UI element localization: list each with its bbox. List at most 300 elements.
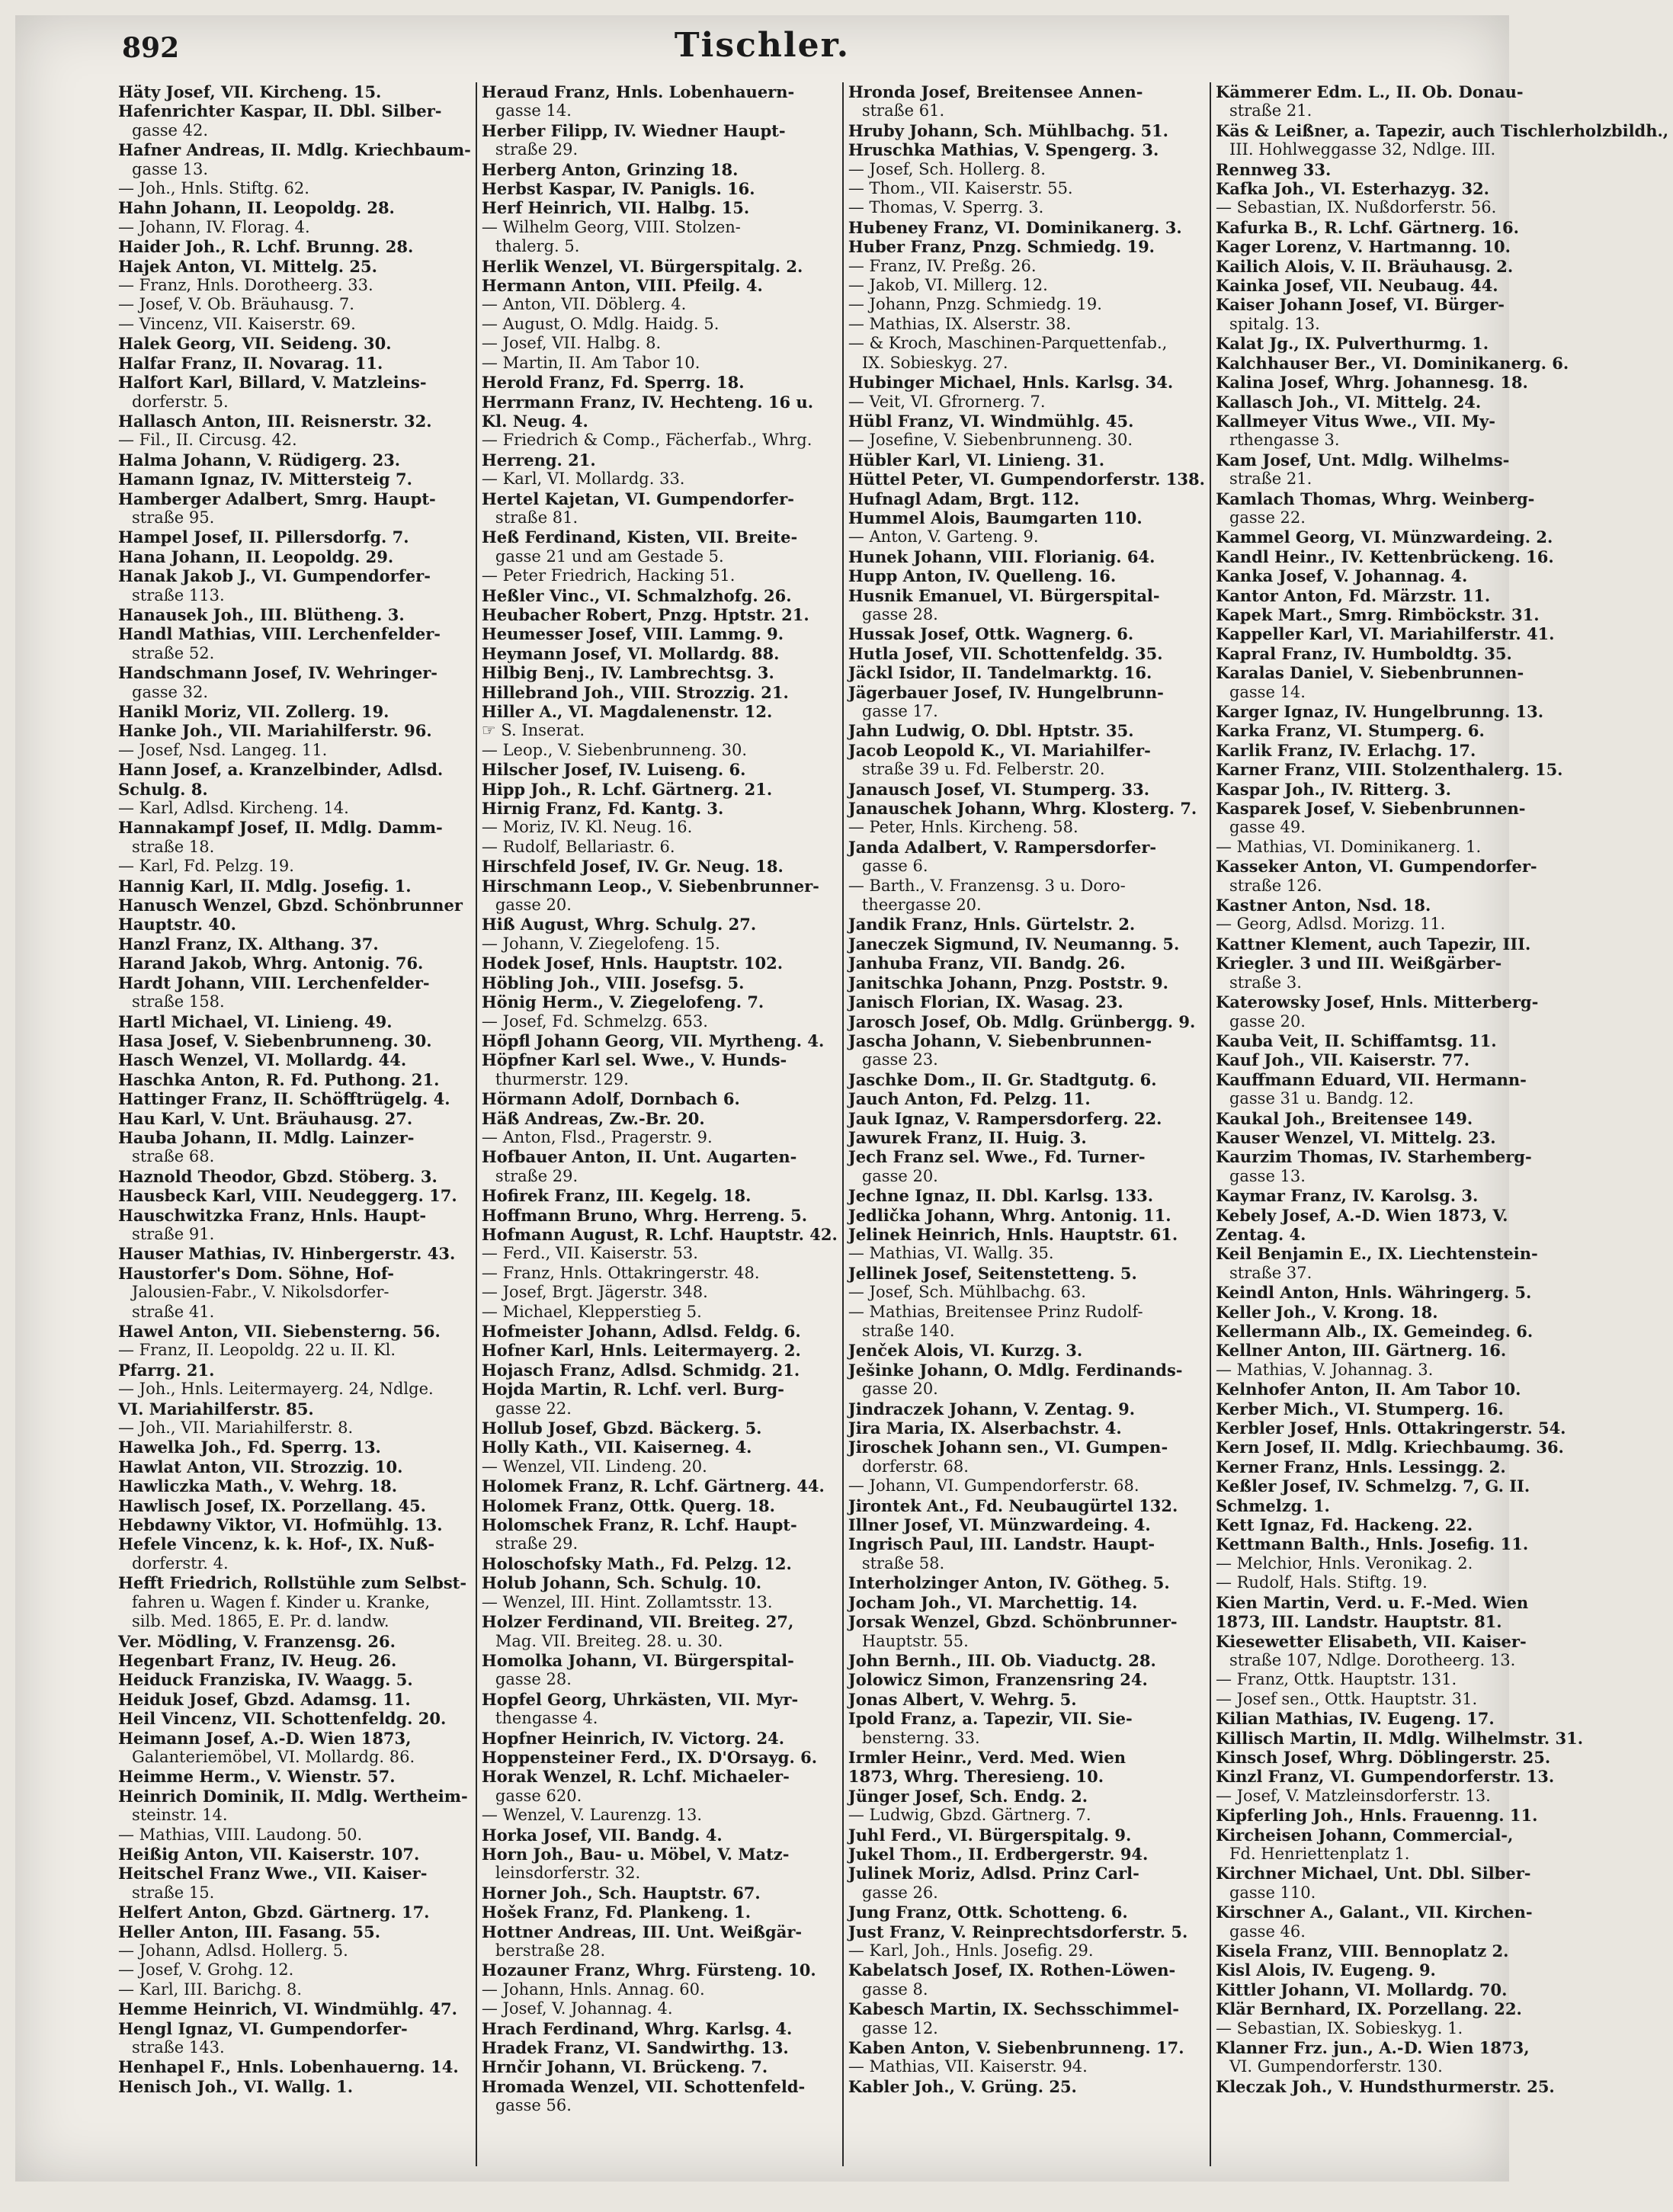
directory-entry-continuation: gasse 20.	[495, 896, 572, 915]
directory-entry-continuation: straße 81.	[495, 508, 578, 527]
directory-entry: Heil Vincenz, VII. Schottenfeldg. 20.	[118, 1709, 447, 1729]
directory-entry-continuation: dorferstr. 5.	[132, 392, 229, 411]
directory-entry: — Fil., II. Circusg. 42.	[118, 431, 297, 450]
directory-entry: Kalat Jg., IX. Pulverthurmg. 1.	[1215, 334, 1489, 354]
directory-entry: Kamlach Thomas, Whrg. Weinberg-	[1215, 489, 1535, 508]
directory-entry: Hofirek Franz, III. Kegelg. 18.	[481, 1186, 752, 1206]
directory-entry: Juhl Ferd., VI. Bürgerspitalg. 9.	[848, 1825, 1132, 1845]
directory-entry: — Joh., Hnls. Stiftg. 62.	[118, 179, 309, 198]
directory-entry: Jawurek Franz, II. Huig. 3.	[848, 1127, 1087, 1147]
directory-entry: — Sebastian, IX. Sobieskyg. 1.	[1215, 2018, 1463, 2037]
directory-entry: Hoffmann Bruno, Whrg. Herreng. 5.	[481, 1205, 808, 1225]
directory-entry: — Joh., VII. Mariahilferstr. 8.	[118, 1419, 354, 1438]
directory-entry: Schmelzg. 1.	[1215, 1496, 1330, 1515]
directory-entry-continuation: theergasse 20.	[861, 896, 982, 915]
directory-entry: Kanka Josef, V. Johannag. 4.	[1215, 566, 1468, 586]
directory-entry: — Franz, Hnls. Dorotheerg. 33.	[118, 276, 373, 295]
directory-entry: — August, O. Mdlg. Haidg. 5.	[481, 314, 720, 333]
directory-entry: — Franz, Hnls. Ottakringerstr. 48.	[481, 1263, 760, 1282]
directory-entry: Kleczak Joh., V. Hundsthurmerstr. 25.	[1215, 2076, 1555, 2096]
directory-entry: Hajek Anton, VI. Mittelg. 25.	[118, 256, 377, 276]
directory-entry-continuation: straße 107, Ndlge. Dorotheerg. 13.	[1229, 1650, 1516, 1669]
directory-entry: Killisch Martin, II. Mdlg. Wilhelmstr. 31.	[1215, 1728, 1584, 1748]
directory-entry: Hausbeck Karl, VIII. Neudeggerg. 17.	[118, 1186, 457, 1206]
directory-entry: Kern Josef, II. Mdlg. Kriechbaumg. 36.	[1215, 1438, 1564, 1457]
directory-entry: Holomek Franz, Ottk. Querg. 18.	[481, 1496, 775, 1515]
directory-entry: Herbst Kaspar, IV. Panigls. 16.	[481, 179, 755, 199]
directory-entry: Jung Franz, Ottk. Schotteng. 6.	[848, 1903, 1128, 1922]
directory-entry: Hampel Josef, II. Pillersdorfg. 7.	[118, 527, 409, 547]
directory-entry: — Martin, II. Am Tabor 10.	[481, 353, 700, 372]
directory-entry: Hana Johann, II. Leopoldg. 29.	[118, 547, 394, 566]
directory-entry: Hertel Kajetan, VI. Gumpendorfer-	[481, 489, 794, 508]
directory-entry: Haznold Theodor, Gbzd. Stöberg. 3.	[118, 1166, 437, 1186]
directory-entry: Hrnčir Johann, VI. Brückeng. 7.	[481, 2057, 768, 2077]
directory-entry: — Mathias, VI. Dominikanerg. 1.	[1215, 837, 1482, 856]
directory-entry: — Friedrich & Comp., Fächerfab., Whrg.	[481, 431, 812, 450]
directory-entry: Kastner Anton, Nsd. 18.	[1215, 896, 1431, 915]
directory-entry: — Karl, III. Barichg. 8.	[118, 1980, 303, 1999]
directory-entry: Janisch Florian, IX. Wasag. 23.	[848, 992, 1123, 1012]
directory-entry-continuation: steinstr. 14.	[132, 1806, 228, 1825]
directory-entry-continuation: straße 15.	[132, 1883, 215, 1902]
directory-entry: — Johann, Hnls. Annag. 60.	[481, 1980, 705, 1999]
directory-entry: Häty Josef, VII. Kircheng. 15.	[118, 82, 382, 101]
directory-entry: Hauschwitzka Franz, Hnls. Haupt-	[118, 1205, 427, 1225]
directory-entry: Karner Franz, VIII. Stolzenthalerg. 15.	[1215, 760, 1563, 780]
directory-entry: Hromada Wenzel, VII. Schottenfeld-	[481, 2076, 806, 2096]
directory-entry: Hirschfeld Josef, IV. Gr. Neug. 18.	[481, 857, 784, 877]
directory-entry: Hilscher Josef, IV. Luiseng. 6.	[481, 760, 746, 780]
directory-entry: — Franz, IV. Preßg. 26.	[848, 256, 1037, 275]
directory-entry: Hafner Andreas, II. Mdlg. Kriechbaum-	[118, 140, 471, 160]
directory-entry: Herlik Wenzel, VI. Bürgerspitalg. 2.	[481, 256, 803, 276]
directory-entry-continuation: Jalousien-Fabr., V. Nikolsdorfer-	[132, 1283, 389, 1302]
directory-entry-continuation: gasse 46.	[1229, 1922, 1306, 1941]
directory-entry: Käs & Leißner, a. Tapezir, auch Tischlerholzbildh.,	[1215, 120, 1669, 140]
directory-entry: Ješinke Johann, O. Mdlg. Ferdinands-	[848, 1360, 1183, 1380]
directory-entry-continuation: bensterng. 33.	[861, 1728, 980, 1747]
directory-entry: Kallmeyer Vitus Wwe., VII. My-	[1215, 411, 1495, 431]
directory-entry: — Karl, Fd. Pelzg. 19.	[118, 857, 294, 876]
directory-entry-continuation: gasse 14.	[495, 101, 572, 120]
directory-column-1	[118, 82, 477, 2166]
directory-entry: Klanner Frz. jun., A.-D. Wien 1873,	[1215, 2038, 1530, 2058]
directory-entry: Jahn Ludwig, O. Dbl. Hptstr. 35.	[848, 721, 1134, 741]
directory-entry: Henhapel F., Hnls. Lobenhauerng. 14.	[118, 2057, 459, 2077]
directory-entry: Hefele Vincenz, k. k. Hof-, IX. Nuß-	[118, 1534, 435, 1554]
directory-entry: — Wenzel, III. Hint. Zollamtsstr. 13.	[481, 1592, 773, 1611]
directory-entry: Kien Martin, Verd. u. F.-Med. Wien	[1215, 1592, 1529, 1612]
directory-entry-continuation: straße 140.	[861, 1322, 955, 1340]
directory-entry: Handschmann Josef, IV. Wehringer-	[118, 663, 437, 683]
directory-entry: Kalchhauser Ber., VI. Dominikanerg. 6.	[1215, 353, 1569, 373]
directory-entry-continuation: Hauptstr. 55.	[861, 1631, 969, 1650]
directory-entry: Heinrich Dominik, II. Mdlg. Wertheim-	[118, 1786, 468, 1806]
directory-entry-continuation: straße 18.	[132, 837, 215, 856]
directory-entry: — Jakob, VI. Millerg. 12.	[848, 276, 1048, 295]
directory-entry: Kipferling Joh., Hnls. Frauenng. 11.	[1215, 1806, 1538, 1826]
directory-entry: Kaurzim Thomas, IV. Starhemberg-	[1215, 1147, 1532, 1167]
directory-entry: Kailich Alois, V. II. Bräuhausg. 2.	[1215, 256, 1514, 276]
directory-entry: Kapral Franz, IV. Humboldtg. 35.	[1215, 643, 1512, 663]
directory-entry: Hannakampf Josef, II. Mdlg. Damm-	[118, 818, 443, 838]
directory-entry: Hruschka Mathias, V. Spengerg. 3.	[848, 140, 1159, 160]
directory-entry: Klär Bernhard, IX. Porzellang. 22.	[1215, 1999, 1522, 2019]
directory-entry: Hruby Johann, Sch. Mühlbachg. 51.	[848, 120, 1168, 140]
directory-entry: John Bernh., III. Ob. Viaductg. 28.	[848, 1650, 1156, 1670]
directory-entry: — & Kroch, Maschinen-Parquettenfab.,	[848, 334, 1168, 353]
directory-entry: — Wilhelm Georg, VIII. Stolzen-	[481, 217, 741, 236]
directory-entry-continuation: gasse 14.	[1229, 682, 1306, 701]
directory-column-3	[848, 82, 1211, 2166]
directory-entry: Hopfner Heinrich, IV. Victorg. 24.	[481, 1728, 785, 1748]
directory-entry: — Thom., VII. Kaiserstr. 55.	[848, 179, 1073, 198]
directory-entry: Hiß August, Whrg. Schulg. 27.	[481, 915, 757, 934]
directory-entry-continuation: straße 113.	[132, 585, 225, 604]
directory-entry: Hummel Alois, Baumgarten 110.	[848, 508, 1143, 527]
directory-entry: Haider Joh., R. Lchf. Brunng. 28.	[118, 237, 414, 257]
directory-entry: — Josef, V. Johannag. 4.	[481, 1999, 673, 2018]
directory-entry: Heß Ferdinand, Kisten, VII. Breite-	[481, 527, 798, 547]
directory-entry: Hasa Josef, V. Siebenbrunneng. 30.	[118, 1031, 432, 1050]
directory-entry: Jechne Ignaz, II. Dbl. Karlsg. 133.	[848, 1186, 1154, 1206]
directory-entry: Kl. Neug. 4.	[481, 411, 588, 431]
directory-entry: Hübler Karl, VI. Linieng. 31.	[848, 450, 1105, 470]
page-title: Tischler.	[674, 26, 851, 65]
directory-entry: — Joh., Hnls. Leitermayerg. 24, Ndlge.	[118, 1380, 434, 1399]
directory-entry: Hirschmann Leop., V. Siebenbrunner-	[481, 876, 819, 896]
directory-entry: Interholzinger Anton, IV. Götheg. 5.	[848, 1573, 1170, 1593]
directory-entry: Hanke Joh., VII. Mariahilferstr. 96.	[118, 721, 432, 741]
directory-entry: Holub Johann, Sch. Schulg. 10.	[481, 1573, 762, 1593]
directory-entry: Hunek Johann, VIII. Florianig. 64.	[848, 547, 1155, 566]
directory-entry: Heller Anton, III. Fasang. 55.	[118, 1922, 381, 1941]
directory-entry-continuation: gasse 49.	[1229, 818, 1306, 837]
directory-entry: Kabler Joh., V. Grüng. 25.	[848, 2076, 1077, 2096]
directory-entry: — Mathias, IX. Alserstr. 38.	[848, 314, 1072, 333]
directory-column-2	[482, 82, 844, 2166]
directory-entry: Janausch Josef, VI. Stumperg. 33.	[848, 779, 1150, 799]
directory-entry: — Karl, Joh., Hnls. Josefig. 29.	[848, 1941, 1094, 1960]
directory-entry: Jira Maria, IX. Alserbachstr. 4.	[848, 1419, 1122, 1438]
directory-entry: Hošek Franz, Fd. Plankeng. 1.	[481, 1903, 752, 1922]
directory-entry: — Michael, Klepperstieg 5.	[481, 1302, 702, 1321]
directory-entry: — Anton, V. Garteng. 9.	[848, 527, 1039, 547]
directory-entry: Husnik Emanuel, VI. Bürgerspital-	[848, 585, 1160, 605]
directory-entry-continuation: gasse 22.	[495, 1399, 572, 1418]
directory-entry: Jelinek Heinrich, Hnls. Hauptstr. 61.	[848, 1224, 1178, 1244]
directory-entry: Keil Benjamin E., IX. Liechtenstein-	[1215, 1244, 1538, 1264]
directory-entry: Hann Josef, a. Kranzelbinder, Adlsd.	[118, 760, 444, 780]
directory-entry: Jacob Leopold K., VI. Mariahilfer-	[848, 740, 1151, 760]
directory-entry-continuation: fahren u. Wagen f. Kinder u. Kranke,	[132, 1592, 431, 1611]
directory-entry-continuation: straße 68.	[132, 1147, 215, 1166]
page-number: 892	[122, 32, 180, 64]
directory-entry: Holomschek Franz, R. Lchf. Haupt-	[481, 1515, 797, 1535]
directory-entry: Kerner Franz, Hnls. Lessingg. 2.	[1215, 1457, 1506, 1476]
directory-entry: Jäckl Isidor, II. Tandelmarktg. 16.	[848, 663, 1152, 683]
directory-entry-continuation: gasse 20.	[861, 1166, 938, 1185]
directory-entry-continuation: straße 3.	[1229, 973, 1302, 992]
directory-entry: Illner Josef, VI. Münzwardeing. 4.	[848, 1515, 1151, 1535]
directory-entry: Kinzl Franz, VI. Gumpendorferstr. 13.	[1215, 1767, 1555, 1787]
directory-entry: Hutla Josef, VII. Schottenfeldg. 35.	[848, 643, 1163, 663]
directory-entry: ☞ S. Inserat.	[481, 721, 585, 740]
directory-entry: Kilian Mathias, IV. Eugeng. 17.	[1215, 1709, 1495, 1729]
directory-entry: Hubeney Franz, VI. Dominikanerg. 3.	[848, 217, 1182, 237]
directory-entry: Höpfner Karl sel. Wwe., V. Hunds-	[481, 1050, 787, 1070]
directory-entry: — Moriz, IV. Kl. Neug. 16.	[481, 818, 693, 837]
directory-entry-continuation: straße 41.	[132, 1302, 215, 1321]
directory-entry: Hrach Ferdinand, Whrg. Karlsg. 4.	[481, 2018, 793, 2038]
directory-entry: 1873, Whrg. Theresieng. 10.	[848, 1767, 1104, 1787]
directory-entry: — Josef, V. Grohg. 12.	[118, 1960, 294, 1980]
directory-entry-continuation: spitalg. 13.	[1229, 314, 1320, 333]
directory-entry: — Mathias, VI. Wallg. 35.	[848, 1244, 1054, 1263]
directory-entry: Jägerbauer Josef, IV. Hungelbrunn-	[848, 682, 1164, 702]
directory-entry: Kisl Alois, IV. Eugeng. 9.	[1215, 1960, 1436, 1980]
directory-entry: Hefft Friedrich, Rollstühle zum Selbst-	[118, 1573, 467, 1593]
directory-entry: Karalas Daniel, V. Siebenbrunnen-	[1215, 663, 1524, 683]
directory-entry: Kelnhofer Anton, II. Am Tabor 10.	[1215, 1380, 1521, 1399]
directory-entry-continuation: gasse 42.	[132, 120, 209, 139]
directory-entry-continuation: dorferstr. 4.	[132, 1553, 229, 1572]
directory-entry: Jolowicz Simon, Franzensring 24.	[848, 1670, 1148, 1690]
directory-entry: Heraud Franz, Hnls. Lobenhauern-	[481, 82, 795, 101]
directory-entry: — Josefine, V. Siebenbrunneng. 30.	[848, 431, 1133, 450]
directory-entry: — Veit, VI. Gfrornerg. 7.	[848, 392, 1046, 411]
directory-entry: — Sebastian, IX. Nußdorferstr. 56.	[1215, 198, 1497, 217]
directory-entry: VI. Mariahilferstr. 85.	[118, 1399, 314, 1419]
directory-entry: Kaiser Johann Josef, VI. Bürger-	[1215, 295, 1505, 315]
directory-entry: Hollub Josef, Gbzd. Bäckerg. 5.	[481, 1419, 762, 1438]
directory-entry: Kabelatsch Josef, IX. Rothen-Löwen-	[848, 1960, 1176, 1980]
directory-entry: Hamann Ignaz, IV. Mittersteig 7.	[118, 470, 412, 489]
directory-entry: Hanusch Wenzel, Gbzd. Schönbrunner	[118, 896, 463, 915]
directory-entry: Schulg. 8.	[118, 779, 208, 799]
directory-entry: — Johann, Pnzg. Schmiedg. 19.	[848, 295, 1102, 314]
directory-page	[15, 15, 1669, 2182]
directory-entry: Jirontek Ant., Fd. Neubaugürtel 132.	[848, 1496, 1178, 1515]
directory-entry-continuation: gasse 17.	[861, 702, 938, 720]
directory-entry-continuation: straße 37.	[1229, 1263, 1312, 1282]
directory-entry: Holly Kath., VII. Kaiserneg. 4.	[481, 1438, 752, 1457]
directory-entry: Halek Georg, VII. Seideng. 30.	[118, 334, 392, 354]
directory-entry: Hradek Franz, VI. Sandwirthg. 13.	[481, 2038, 789, 2058]
directory-entry: Kalina Josef, Whrg. Johannesg. 18.	[1215, 373, 1528, 393]
directory-entry: — Anton, VII. Döblerg. 4.	[481, 295, 687, 314]
directory-entry: Kabesch Martin, IX. Sechsschimmel-	[848, 1999, 1179, 2019]
directory-entry: Kerber Mich., VI. Stumperg. 16.	[1215, 1399, 1504, 1419]
directory-entry: Hüttel Peter, VI. Gumpendorferstr. 138.	[848, 470, 1205, 489]
directory-entry: Hillebrand Joh., VIII. Strozzig. 21.	[481, 682, 789, 702]
directory-entry: Hofmeister Johann, Adlsd. Feldg. 6.	[481, 1322, 801, 1341]
directory-entry: — Franz, II. Leopoldg. 22 u. II. Kl.	[118, 1341, 396, 1360]
directory-entry: Haustorfer's Dom. Söhne, Hof-	[118, 1263, 394, 1283]
directory-entry: — Mathias, VIII. Laudong. 50.	[118, 1825, 363, 1844]
directory-entry: — Karl, Adlsd. Kircheng. 14.	[118, 799, 349, 818]
directory-entry: — Johann, V. Ziegelofeng. 15.	[481, 934, 720, 953]
directory-entry: Hofner Karl, Hnls. Leitermayerg. 2.	[481, 1341, 801, 1361]
directory-entry: — Karl, VI. Mollardg. 33.	[481, 470, 685, 489]
directory-column-4	[1216, 82, 1673, 2166]
page-header	[15, 26, 1509, 79]
directory-entry: Hauptstr. 40.	[118, 915, 236, 934]
directory-entry: Keindl Anton, Hnls. Währingerg. 5.	[1215, 1283, 1532, 1303]
directory-entry: Herreng. 21.	[481, 450, 596, 470]
directory-entry: Hozauner Franz, Whrg. Fürsteng. 10.	[481, 1960, 816, 1980]
directory-entry-continuation: straße 143.	[132, 2038, 225, 2057]
directory-entry: Heubacher Robert, Pnzg. Hptstr. 21.	[481, 604, 809, 624]
directory-entry: Jech Franz sel. Wwe., Fd. Turner-	[848, 1147, 1146, 1167]
directory-entry-continuation: straße 58.	[861, 1553, 945, 1572]
directory-entry: Hasch Wenzel, VI. Mollardg. 44.	[118, 1050, 407, 1070]
directory-entry: Halfar Franz, II. Novarag. 11.	[118, 353, 383, 373]
directory-entry: Herold Franz, Fd. Sperrg. 18.	[481, 373, 745, 393]
directory-entry: — Rudolf, Hals. Stiftg. 19.	[1215, 1573, 1428, 1592]
directory-entry-continuation: gasse 12.	[861, 2018, 938, 2037]
directory-entry: — Josef, Sch. Mühlbachg. 63.	[848, 1283, 1086, 1302]
directory-entry: Horka Josef, VII. Bandg. 4.	[481, 1825, 723, 1845]
directory-entry: Kellner Anton, III. Gärtnerg. 16.	[1215, 1341, 1507, 1361]
directory-entry: Hamberger Adalbert, Smrg. Haupt-	[118, 489, 436, 508]
directory-entry: Jindraczek Johann, V. Zentag. 9.	[848, 1399, 1136, 1419]
directory-entry-continuation: Galanteriemöbel, VI. Mollardg. 86.	[132, 1747, 415, 1766]
directory-entry: Hebdawny Viktor, VI. Hofmühlg. 13.	[118, 1515, 443, 1535]
directory-entry: Jorsak Wenzel, Gbzd. Schönbrunner-	[848, 1612, 1178, 1632]
directory-entry: — Georg, Adlsd. Morizg. 11.	[1215, 915, 1446, 934]
directory-entry: Hofbauer Anton, II. Unt. Augarten-	[481, 1147, 797, 1167]
directory-entry-continuation: thengasse 4.	[495, 1709, 598, 1728]
directory-entry: — Ludwig, Gbzd. Gärtnerg. 7.	[848, 1806, 1091, 1825]
directory-entry: Hawlisch Josef, IX. Porzellang. 45.	[118, 1496, 426, 1515]
directory-entry: Kainka Josef, VII. Neubaug. 44.	[1215, 276, 1498, 296]
directory-entry: Hattinger Franz, II. Schöfftrügelg. 4.	[118, 1089, 450, 1109]
directory-entry-continuation: leinsdorferstr. 32.	[495, 1864, 641, 1883]
directory-entry-continuation: straße 21.	[1229, 470, 1312, 489]
directory-entry-continuation: straße 39 u. Fd. Felberstr. 20.	[861, 760, 1105, 779]
directory-entry: Heimme Herm., V. Wienstr. 57.	[118, 1767, 396, 1787]
directory-entry: Heiduk Josef, Gbzd. Adamsg. 11.	[118, 1689, 411, 1709]
directory-entry-continuation: VI. Gumpendorferstr. 130.	[1229, 2057, 1443, 2076]
directory-entry: Hafenrichter Kaspar, II. Dbl. Silber-	[118, 101, 442, 121]
directory-entry: Just Franz, V. Reinprechtsdorferstr. 5.	[848, 1922, 1188, 1941]
directory-entry: Kirchner Michael, Unt. Dbl. Silber-	[1215, 1864, 1531, 1883]
directory-entry: Kaukal Joh., Breitensee 149.	[1215, 1108, 1473, 1128]
directory-entry: Kasseker Anton, VI. Gumpendorfer-	[1215, 857, 1537, 877]
directory-entry-continuation: gasse 26.	[861, 1883, 938, 1902]
directory-entry: Jaschke Dom., II. Gr. Stadtgutg. 6.	[848, 1069, 1157, 1089]
directory-entry: Kittler Johann, VI. Mollardg. 70.	[1215, 1980, 1508, 1999]
directory-entry: Herf Heinrich, VII. Halbg. 15.	[481, 198, 750, 218]
directory-entry: — Leop., V. Siebenbrunneng. 30.	[481, 740, 748, 759]
directory-entry: Hauba Johann, II. Mdlg. Lainzer-	[118, 1127, 415, 1147]
directory-entry: Jocham Joh., VI. Marchettig. 14.	[848, 1592, 1138, 1612]
directory-entry: Janda Adalbert, V. Rampersdorfer-	[848, 837, 1157, 857]
directory-entry-continuation: gasse 110.	[1229, 1883, 1316, 1902]
directory-entry: Julinek Moriz, Adlsd. Prinz Carl-	[848, 1864, 1139, 1883]
directory-entry: Holzer Ferdinand, VII. Breiteg. 27,	[481, 1612, 794, 1632]
directory-entry: — Rudolf, Bellariastr. 6.	[481, 837, 675, 856]
directory-entry: — Mathias, Breitensee Prinz Rudolf-	[848, 1302, 1143, 1321]
directory-entry: Hubinger Michael, Hnls. Karlsg. 34.	[848, 373, 1174, 393]
directory-entry: — Johann, VI. Gumpendorferstr. 68.	[848, 1476, 1139, 1496]
directory-entry: — Ferd., VII. Kaiserstr. 53.	[481, 1244, 698, 1263]
directory-entry: — Wenzel, V. Laurenzg. 13.	[481, 1806, 703, 1825]
directory-entry: Horner Joh., Sch. Hauptstr. 67.	[481, 1883, 761, 1903]
directory-entry: Hufnagl Adam, Brgt. 112.	[848, 489, 1080, 508]
directory-entry: Kaben Anton, V. Siebenbrunneng. 17.	[848, 2038, 1184, 2058]
directory-entry: Hofmann August, R. Lchf. Hauptstr. 42.	[481, 1224, 838, 1244]
directory-entry: Kasparek Josef, V. Siebenbrunnen-	[1215, 799, 1526, 819]
directory-entry: — Mathias, VII. Kaiserstr. 94.	[848, 2057, 1088, 2076]
directory-entry: Kebely Josef, A.-D. Wien 1873, V.	[1215, 1205, 1508, 1225]
directory-entry: Hussak Josef, Ottk. Wagnerg. 6.	[848, 624, 1134, 644]
directory-entry: Haschka Anton, R. Fd. Puthong. 21.	[118, 1069, 440, 1089]
directory-entry-continuation: gasse 28.	[861, 604, 938, 624]
directory-entry: Kriegler. 3 und III. Weißgärber-	[1215, 954, 1502, 973]
directory-entry-continuation: Mag. VII. Breiteg. 28. u. 30.	[495, 1631, 723, 1650]
directory-entry: — Anton, Flsd., Pragerstr. 9.	[481, 1127, 713, 1146]
directory-entry: Kauser Wenzel, VI. Mittelg. 23.	[1215, 1127, 1496, 1147]
directory-entry: Hemme Heinrich, VI. Windmühlg. 47.	[118, 1999, 457, 2019]
directory-entry-continuation: silb. Med. 1865, E. Pr. d. landw.	[132, 1612, 389, 1631]
directory-entry: Hardt Johann, VIII. Lerchenfelder-	[118, 973, 430, 992]
directory-entry: Hegenbart Franz, IV. Heug. 26.	[118, 1650, 397, 1670]
directory-entry: Heßler Vinc., VI. Schmalzhofg. 26.	[481, 585, 792, 605]
directory-entry: Höpfl Johann Georg, VII. Myrtheng. 4.	[481, 1031, 825, 1050]
directory-entry: Kinsch Josef, Whrg. Döblingerstr. 25.	[1215, 1747, 1551, 1767]
directory-entry-continuation: straße 95.	[132, 508, 215, 527]
directory-entry: Hopfel Georg, Uhrkästen, VII. Myr-	[481, 1689, 799, 1709]
directory-entry: Kapek Mart., Smrg. Rimböckstr. 31.	[1215, 604, 1540, 624]
directory-entry-continuation: gasse 620.	[495, 1786, 582, 1805]
directory-entry: Kaymar Franz, IV. Karolsg. 3.	[1215, 1186, 1479, 1206]
directory-entry: Hartl Michael, VI. Linieng. 49.	[118, 1011, 393, 1031]
directory-entry: Heymann Josef, VI. Mollardg. 88.	[481, 643, 780, 663]
directory-entry: Huber Franz, Pnzg. Schmiedg. 19.	[848, 237, 1155, 257]
directory-entry: — Barth., V. Franzensg. 3 u. Doro-	[848, 876, 1126, 895]
directory-entry: Heiduck Franziska, IV. Waagg. 5.	[118, 1670, 413, 1690]
directory-entry: Herberg Anton, Grinzing 18.	[481, 159, 739, 179]
directory-entry: Hottner Andreas, III. Unt. Weißgär-	[481, 1922, 803, 1941]
directory-entry: Kauba Veit, II. Schiffamtsg. 11.	[1215, 1031, 1497, 1050]
directory-entry-continuation: gasse 31 u. Bandg. 12.	[1229, 1089, 1414, 1108]
directory-entry: Hahn Johann, II. Leopoldg. 28.	[118, 198, 395, 218]
directory-entry: Herrmann Franz, IV. Hechteng. 16 u.	[481, 392, 814, 412]
directory-entry: — Josef sen., Ottk. Hauptstr. 31.	[1215, 1689, 1478, 1708]
directory-entry: Hanausek Joh., III. Blütheng. 3.	[118, 604, 405, 624]
directory-entry-continuation: dorferstr. 68.	[861, 1457, 969, 1476]
directory-entry-continuation: straße 158.	[132, 992, 225, 1011]
directory-entry: Hengl Ignaz, VI. Gumpendorfer-	[118, 2018, 408, 2038]
directory-entry-continuation: straße 126.	[1229, 876, 1322, 895]
directory-entry-continuation: IX. Sobieskyg. 27.	[861, 353, 1008, 372]
directory-entry-continuation: rthengasse 3.	[1229, 431, 1340, 450]
directory-entry: Hawel Anton, VII. Siebensterng. 56.	[118, 1322, 441, 1341]
directory-entry: Harand Jakob, Whrg. Antonig. 76.	[118, 954, 424, 973]
directory-entry: Pfarrg. 21.	[118, 1360, 215, 1380]
directory-entry-continuation: gasse 20.	[861, 1380, 938, 1399]
directory-entry: Keßler Josef, IV. Schmelzg. 7, G. II.	[1215, 1476, 1530, 1496]
directory-entry: Hupp Anton, IV. Quelleng. 16.	[848, 566, 1117, 586]
directory-entry: Hauser Mathias, IV. Hinbergerstr. 43.	[118, 1244, 456, 1264]
directory-entry: Karger Ignaz, IV. Hungelbrunng. 13.	[1215, 702, 1544, 721]
directory-entry: — Josef, Nsd. Langeg. 11.	[118, 740, 328, 759]
directory-entry: Hirnig Franz, Fd. Kantg. 3.	[481, 799, 724, 819]
directory-entry: Hanak Jakob J., VI. Gumpendorfer-	[118, 566, 431, 586]
